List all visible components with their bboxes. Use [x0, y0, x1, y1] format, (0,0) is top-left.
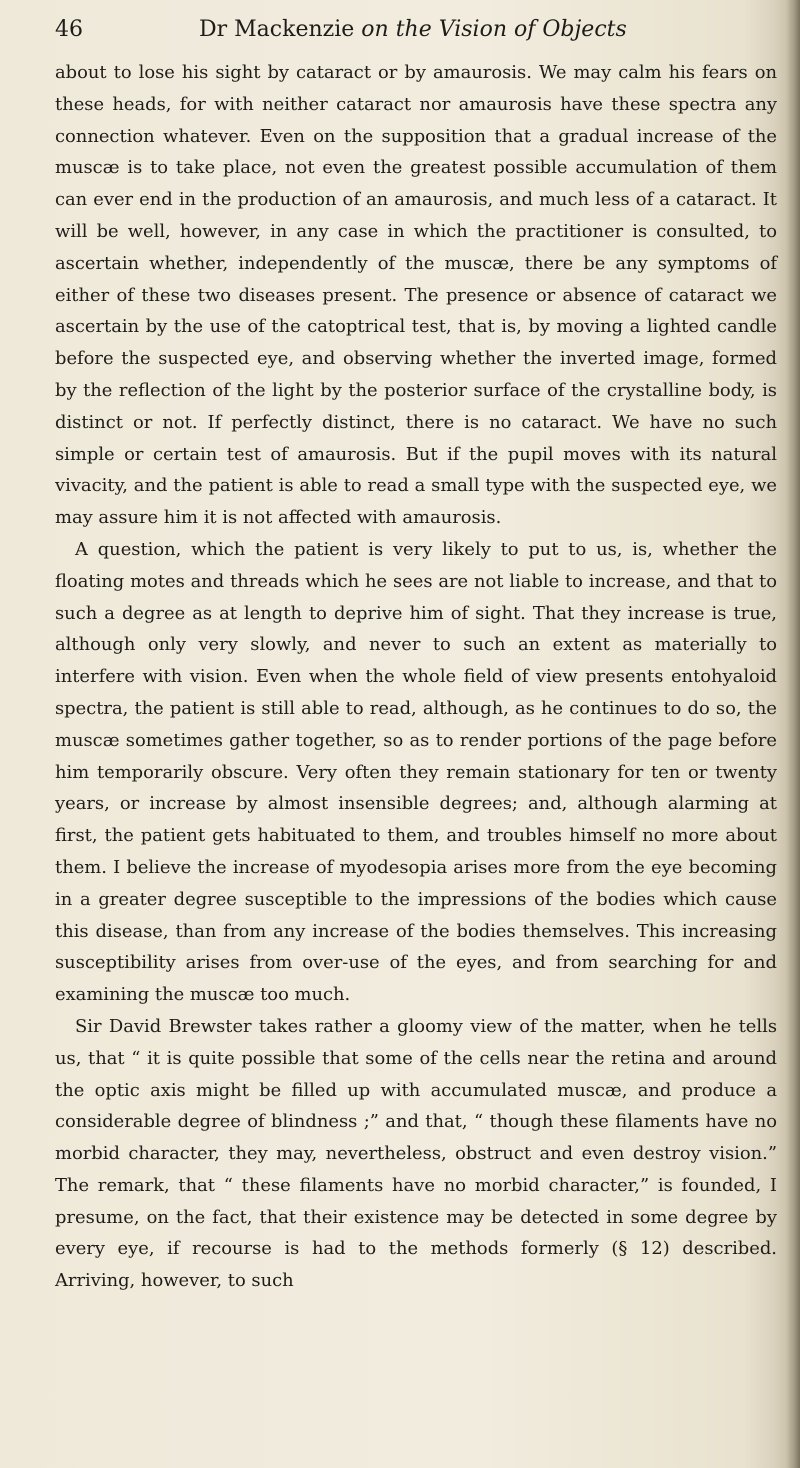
- page-header: [55, 10, 775, 50]
- body-text: [55, 57, 777, 1297]
- running-head: [199, 10, 627, 50]
- paragraph-3: Sir David Brewster takes rather a gloomy view of the matter, when he tells us, that “ it is quite possible that some of the cells near the retina and around the optic axis might be filled up with accumulated muscæ, and produce a considerable degree of blindness ;” and that, “ though these filaments have no morbid character, they may, nevertheless, obstruct and even destroy vision.” The remark, that “ these filaments have no morbid character,” is founded, I presume, on the fact, that their existence may be detected in some degree by every eye, if recourse is had to the methods formerly (§ 12) described. Arriving, however, to such: [55, 1015, 777, 1292]
- paragraph-1: about to lose his sight by cataract or by amaurosis. We may calm his fears on these heads, for with neither cataract nor amaurosis have these spectra any connection whatever. Even on the supposition that a gradual increase of the muscæ is to take place, not even the greatest possible accumulation of them can ever end in the production of an amaurosis, and much less of a cataract. It will be well, however, in any case in which the practitioner is consulted, to ascertain whether, independently of the muscæ, there be any symptoms of either of these two diseases present. The presence or absence of cataract we ascertain by the use of the catoptrical test, that is, by moving a lighted candle before the suspected eye, and observing whether the inverted image, formed by the reflection of the light by the posterior surface of the crystalline body, is distinct or not. If perfectly distinct, there is no cataract. We have no such simple or certain test of amaurosis. But if the pupil moves with its natural vivacity, and the patient is able to read a small type with the suspected eye, we may assure him it is not affected with amaurosis.: [55, 62, 777, 529]
- running-head-author: Dr Mackenzie: [199, 17, 355, 42]
- paragraph-2: A question, which the patient is very likely to put to us, is, whether the floating motes and threads which he sees are not liable to increase, and that to such a degree as at length to deprive him of sight. That they increase is true, although only very slowly, and never to such an extent as materially to interfere with vision. Even when the whole field of view presents entohyaloid spectra, the patient is still able to read, although, as he continues to do so, the muscæ sometimes gather together, so as to render portions of the page before him temporarily obscure. Very often they remain stationary for ten or twenty years, or increase by almost insensible degrees; and, although alarming at first, the patient gets habituated to them, and troubles himself no more about them. I believe the increase of myodesopia arises more from the eye becoming in a greater degree susceptible to the impressions of the bodies which cause this disease, than from any increase of the bodies themselves. This increasing susceptibility arises from over-use of the eyes, and from searching for and examining the muscæ too much.: [55, 538, 777, 1006]
- running-head-title: on the Vision of Objects: [361, 17, 627, 42]
- page-edge-shadow: [786, 0, 800, 1468]
- page-number: 46: [55, 17, 83, 42]
